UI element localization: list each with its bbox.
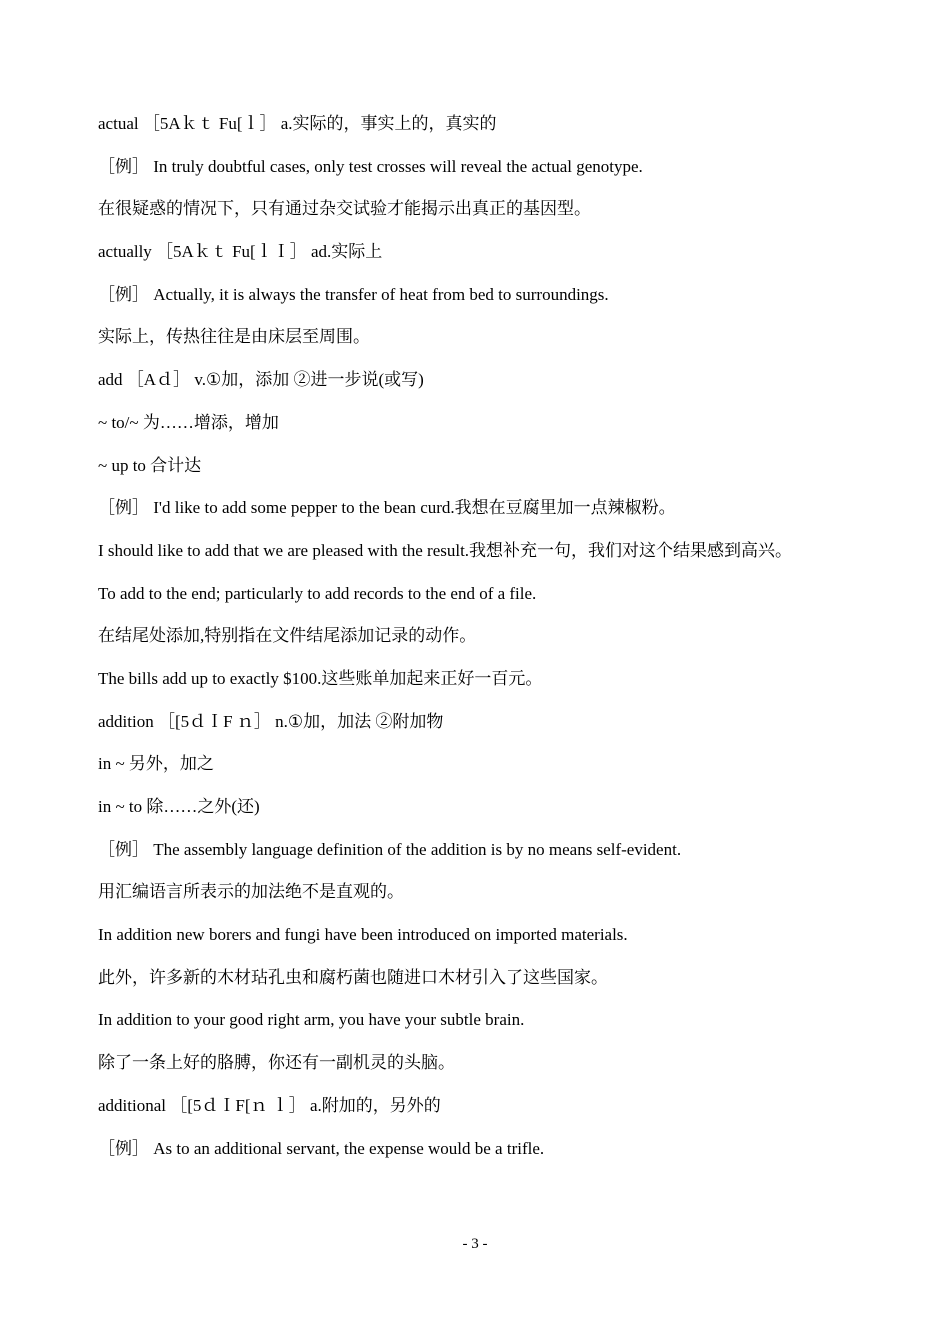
page-number: - 3 - [462,1236,488,1252]
example-translation: 实际上，传热往往是由床层至周围。 [98,327,370,347]
entry-headword-additional: additional ［[5ｄＩF[ｎ ｌ］ a.附加的，另外的 [98,1095,441,1115]
entry-headword-add: add ［Aｄ］ v.①加，添加 ②进一步说(或写) [98,370,424,390]
example-sentence: ［例］ Actually, it is always the transfer of heat from bed to surroundings. [98,284,609,304]
example-translation: 在很疑惑的情况下，只有通过杂交试验才能揭示出真正的基因型。 [98,199,591,219]
example-sentence: The bills add up to exactly $100.这些账单加起来正好一百元。 [98,668,543,688]
example-translation: 在结尾处添加,特别指在文件结尾添加记录的动作。 [98,626,477,646]
example-sentence: ［例］ In truly doubtful cases, only test crosses will reveal the actual genotype. [98,156,643,176]
example-sentence: ［例］ The assembly language definition of the addition is by no means self-evident. [98,839,682,859]
example-sentence: In addition new borers and fungi have been introduced on imported materials. [98,925,628,945]
phrase-definition: ~ up to 合计达 [98,455,202,475]
example-translation: 此外，许多新的木材玷孔虫和腐朽菌也随进口木材引入了这些国家。 [98,967,608,987]
example-translation: 用汇编语言所表示的加法绝不是直观的。 [98,882,404,902]
example-sentence: I should like to add that we are pleased with the result.我想补充一句，我们对这个结果感到高兴。 [98,540,793,560]
example-sentence: ［例］ As to an additional servant, the expense would be a trifle. [98,1138,545,1158]
entry-headword-actually: actually ［5Aｋｔ Fu[ｌＩ］ ad.实际上 [98,242,383,262]
entry-headword-actual: actual ［5Aｋｔ Fu[ｌ］ a.实际的，事实上的，真实的 [98,114,497,133]
example-sentence: ［例］ I'd like to add some pepper to the bean curd.我想在豆腐里加一点辣椒粉。 [98,498,676,518]
phrase-definition: in ~ to 除……之外(还) [98,797,260,817]
example-translation: 除了一条上好的胳膊，你还有一副机灵的头脑。 [98,1053,455,1073]
document-body [98,103,868,1170]
example-sentence: To add to the end; particularly to add records to the end of a file. [98,583,537,603]
entry-headword-addition: addition ［[5ｄＩF ｎ］ n.①加，加法 ②附加物 [98,711,444,731]
phrase-definition: in ~ 另外，加之 [98,754,214,774]
phrase-definition: ~ to/~ 为……增添，增加 [98,412,279,432]
example-sentence: In addition to your good right arm, you have your subtle brain. [98,1010,525,1030]
